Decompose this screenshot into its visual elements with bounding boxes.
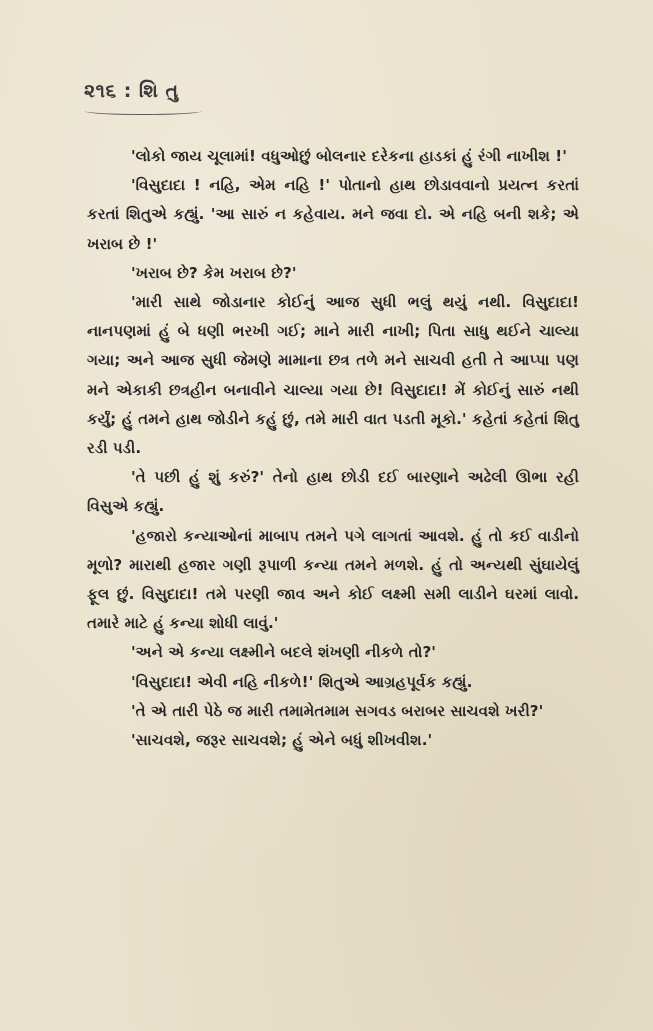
paragraph: 'તે એ તારી પેઠે જ મારી તમામેતમામ સગવડ બરાબર સાચવશે ખરી?'	[131, 701, 544, 720]
paragraph: 'મારી સાથે જોડાનાર કોઈનું આજ સુધી ભલું થયું નથી. વિસુદાદા! નાનપણમાં હું બે ધણી ભરખી ગઈ; માને મારી નાખી; પિતા સાધુ થઈને ચાલ્યા ગયા; અને આજ સુધી જેમણે મામાના છત્ર તળે મને સાચવી હતી તે આપ્પા પણ મને એકાકી છત્રહીન બનાવીને ચાલ્યા ગયા છે! વિસુદાદા! મેં કોઈનું સારું નથી કર્યું; હું તમને હાથ જોડીને કહું છું, તમે મારી વાત પડતી મૂકો.' કહેતાં કહેતાં શિતુ રડી પડી.	[87, 293, 579, 458]
page-header: ૨૧૬ : શિ તુ	[84, 80, 179, 102]
header-underline	[84, 110, 202, 115]
paragraph: 'ખરાબ છે? કેમ ખરાબ છે?'	[131, 263, 297, 282]
paragraph: 'અને એ કન્યા લક્ષ્મીને બદલે શંખણી નીકળે તો?'	[131, 643, 436, 662]
body-text	[87, 142, 579, 755]
paragraph: 'તે પછી હું શું કરું?' તેનો હાથ છોડી દઈ બારણાને અઢેલી ઊભા રહી વિસુએ કહ્યું.	[87, 468, 579, 516]
paragraph: 'સાચવશે, જરૂર સાચવશે; હું એને બધું શીખવીશ.'	[131, 731, 433, 750]
paragraph: 'વિસુદાદા! એવી નહિ નીકળે!' શિતુએ આગ્રહપૂર્વક કહ્યું.	[131, 672, 473, 691]
paragraph: 'વિસુદાદા ! નહિ, એમ નહિ !' પોતાનો હાથ છોડાવવાનો પ્રયત્ન કરતાં કરતાં શિતુએ કહ્યું. 'આ સારું ન કહેવાય. મને જવા દો. એ નહિ બની શકે; એ ખરાબ છે !'	[87, 176, 579, 253]
paragraph: 'હજારો કન્યાઓનાં માબાપ તમને પગે લાગતાં આવશે. હું તો કઈ વાડીનો મૂળો? મારાથી હજાર ગણી રૂપાળી કન્યા તમને મળશે. હું તો અન્યથી સુંઘાયેલું ફૂલ છું. વિસુદાદા! તમે પરણી જાવ અને કોઈ લક્ષ્મી સમી લાડીને ઘરમાં લાવો. તમારે માટે હું કન્યા શોધી લાવું.'	[87, 526, 579, 633]
paragraph: 'લોકો જાય ચૂલામાં! વધુઓછું બોલનાર દરેકના હાડકાં હું રંગી નાખીશ !'	[131, 147, 567, 165]
